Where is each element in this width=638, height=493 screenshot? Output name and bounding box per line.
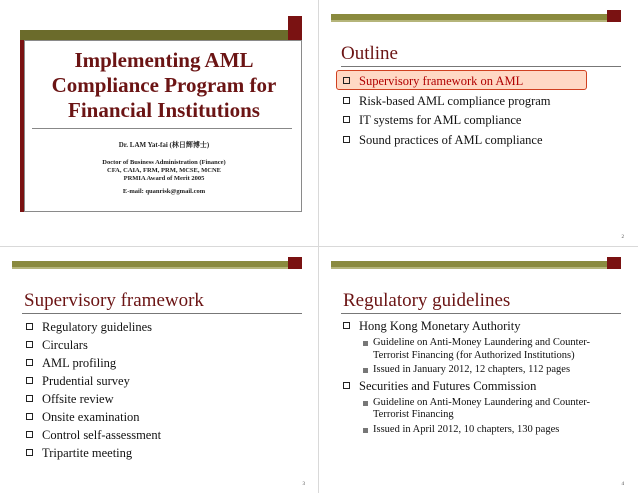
square-bullet-icon — [363, 401, 368, 406]
sub-list-item: Guideline on Anti-Money Laundering and Counter- Terrorist Financing (for Authorized Institutions) — [341, 337, 603, 362]
author-email: E-mail: quanrisk@gmail.com — [122, 188, 206, 195]
header-bar-accent — [288, 257, 302, 269]
checkbox-bullet-icon — [343, 77, 350, 84]
slide-heading: Outline — [341, 43, 398, 64]
list-item: Prudential survey — [24, 372, 161, 390]
checkbox-bullet-icon — [26, 341, 33, 348]
list-item: Circulars — [24, 336, 161, 354]
header-bar-shadow — [331, 20, 607, 22]
framework-list — [24, 318, 161, 462]
page-number: 4 — [621, 482, 624, 487]
list-item: Tripartite meeting — [24, 444, 161, 462]
sub-list — [341, 397, 603, 437]
outline-list — [341, 72, 551, 150]
header-bar-shadow — [12, 267, 288, 269]
title-line-3: Financial Institutions — [68, 98, 260, 122]
guidelines-list — [341, 317, 603, 436]
checkbox-bullet-icon — [343, 116, 350, 123]
square-bullet-icon — [363, 368, 368, 373]
credential-line: Doctor of Business Administration (Finance) — [102, 159, 226, 166]
list-item[interactable]: Sound practices of AML compliance — [341, 131, 551, 151]
slide-outline[interactable] — [319, 0, 638, 246]
header-bar-shadow — [331, 267, 607, 269]
checkbox-bullet-icon — [26, 431, 33, 438]
title-rule — [32, 128, 292, 129]
list-item: AML profiling — [24, 354, 161, 372]
heading-rule — [341, 66, 621, 67]
checkbox-bullet-icon — [26, 395, 33, 402]
list-item: Regulatory guidelines — [24, 318, 161, 336]
square-bullet-icon — [363, 428, 368, 433]
slide-title[interactable] — [0, 0, 319, 246]
slide-heading: Regulatory guidelines — [343, 290, 511, 311]
title-top-bar — [20, 30, 296, 40]
checkbox-bullet-icon — [343, 136, 350, 143]
list-item: Securities and Futures Commission — [341, 377, 603, 395]
credential-line: PRMIA Award of Merit 2005 — [123, 175, 205, 182]
list-item[interactable]: IT systems for AML compliance — [341, 111, 551, 131]
checkbox-bullet-icon — [343, 97, 350, 104]
sub-list-item: Issued in April 2012, 10 chapters, 130 pages — [341, 424, 603, 437]
list-item: Hong Kong Monetary Authority — [341, 317, 603, 335]
page-number: 3 — [302, 482, 305, 487]
slide-regulatory-guidelines[interactable] — [319, 247, 638, 493]
sub-list-item: Issued in January 2012, 12 chapters, 112 pages — [341, 364, 603, 377]
heading-rule — [341, 313, 621, 314]
page-number: 2 — [621, 235, 624, 240]
credential-line: CFA, CAIA, FRM, PRM, MCSE, MCNE — [107, 167, 221, 174]
header-bar-accent — [607, 10, 621, 22]
author-name: Dr. LAM Yat-fai (林日辉博士) — [118, 141, 210, 149]
title-line-1: Implementing AML — [74, 48, 254, 72]
slide-supervisory-framework[interactable] — [0, 247, 319, 493]
sub-list — [341, 337, 603, 377]
author-credentials — [30, 159, 298, 183]
list-item[interactable]: Supervisory framework on AML — [341, 72, 551, 92]
checkbox-bullet-icon — [26, 413, 33, 420]
checkbox-bullet-icon — [26, 377, 33, 384]
sub-list-item: Guideline on Anti-Money Laundering and Counter- Terrorist Financing — [341, 397, 603, 422]
list-item[interactable]: Risk-based AML compliance program — [341, 92, 551, 112]
list-item: Onsite examination — [24, 408, 161, 426]
heading-rule — [22, 313, 302, 314]
title-bar-accent — [288, 16, 302, 40]
presentation-title — [30, 48, 298, 123]
list-item: Control self-assessment — [24, 426, 161, 444]
title-line-2: Compliance Program for — [51, 73, 277, 97]
checkbox-bullet-icon — [26, 359, 33, 366]
slide-heading: Supervisory framework — [24, 290, 204, 311]
header-bar-accent — [607, 257, 621, 269]
square-bullet-icon — [363, 341, 368, 346]
checkbox-bullet-icon — [343, 382, 350, 389]
checkbox-bullet-icon — [26, 449, 33, 456]
list-item: Offsite review — [24, 390, 161, 408]
checkbox-bullet-icon — [343, 322, 350, 329]
checkbox-bullet-icon — [26, 323, 33, 330]
